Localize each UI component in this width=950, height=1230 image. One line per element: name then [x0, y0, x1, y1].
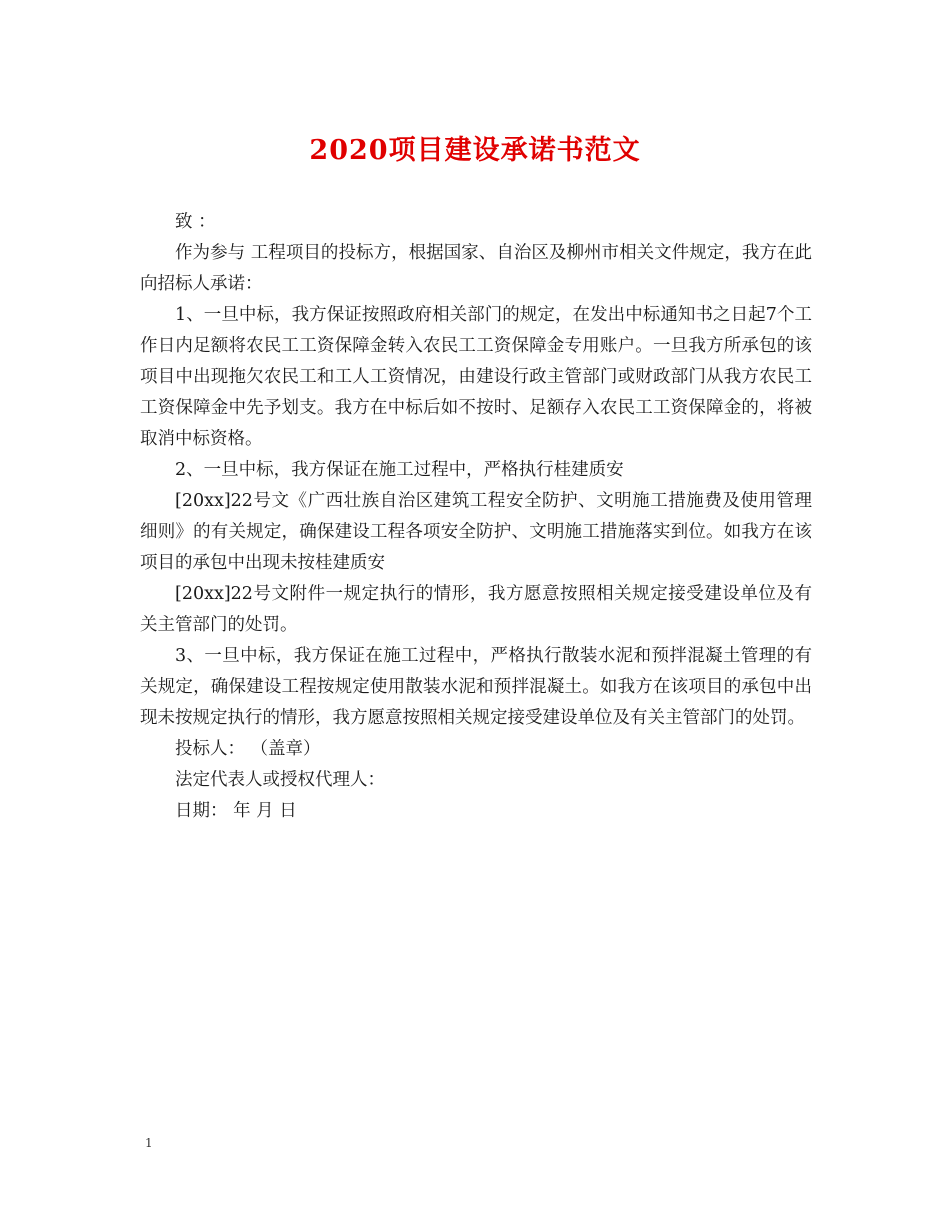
- bidder-signature-line: 投标人： （盖章）: [175, 739, 321, 759]
- document-title: 2020项目建设承诺书范文: [309, 135, 641, 166]
- document-body: [140, 207, 812, 827]
- intro-paragraph: 作为参与 工程项目的投标方，根据国家、自治区及柳州市相关文件规定，我方在此向招标人承诺：: [140, 243, 812, 294]
- commitment-1-paragraph: 1、一旦中标，我方保证按照政府相关部门的规定，在发出中标通知书之日起7个工作日内足额将农民工工资保障金转入农民工工资保障金专用账户。一旦我方所承包的该项目中出现拖欠农民工和工人工资情况，由建设行政主管部门或财政部门从我方农民工工资保障金中先予划支。我方在中标后如不按时、足额存入农民工工资保障金的，将被取消中标资格。: [140, 305, 812, 449]
- commitment-2-paragraph: 2、一旦中标，我方保证在施工过程中，严格执行桂建质安: [175, 460, 624, 480]
- date-line: 日期： 年 月 日: [175, 801, 297, 821]
- salutation: 致 ：: [175, 212, 216, 232]
- commitment-2-continuation: [20xx]22号文《广西壮族自治区建筑工程安全防护、文明施工措施费及使用管理细则》的有关规定，确保建设工程各项安全防护、文明施工措施落实到位。如我方在该项目的承包中出现未按桂建质安: [140, 491, 812, 573]
- commitment-3-paragraph: 3、一旦中标，我方保证在施工过程中，严格执行散装水泥和预拌混凝土管理的有关规定，确保建设工程按规定使用散装水泥和预拌混凝土。如我方在该项目的承包中出现未按规定执行的情形，我方愿意按照相关规定接受建设单位及有关主管部门的处罚。: [140, 646, 812, 728]
- representative-signature-line: 法定代表人或授权代理人：: [175, 770, 385, 790]
- commitment-2-penalty: [20xx]22号文附件一规定执行的情形，我方愿意按照相关规定接受建设单位及有关主管部门的处罚。: [140, 584, 812, 635]
- page-number: 1: [145, 1136, 153, 1150]
